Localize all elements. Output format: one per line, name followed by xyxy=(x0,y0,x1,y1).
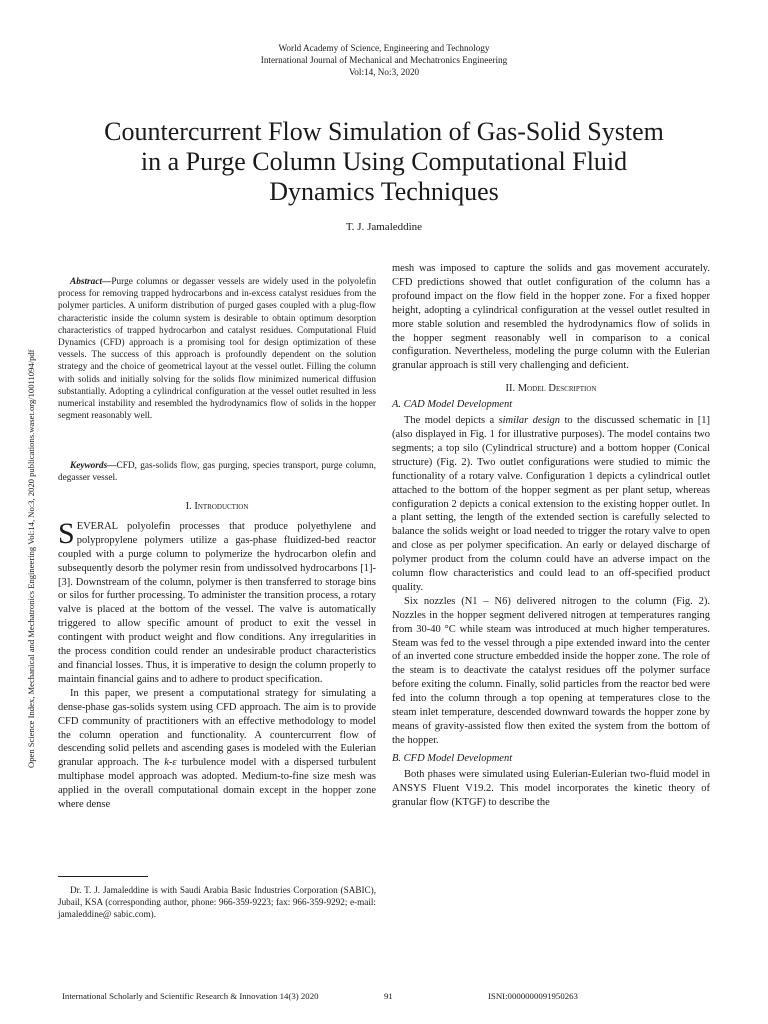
keywords-label: Keywords xyxy=(70,461,108,471)
footnote-rule xyxy=(58,876,148,877)
intro-paragraph-2 xyxy=(58,687,376,812)
abstract-label: Abstract xyxy=(70,277,103,287)
journal-header xyxy=(0,42,768,78)
introduction-section xyxy=(58,500,376,812)
right-column xyxy=(392,262,710,809)
intro-paragraph-1 xyxy=(58,516,376,687)
volume-info: Vol:14, No:3, 2020 xyxy=(348,67,420,77)
page-number: 91 xyxy=(384,991,393,1001)
publisher-name: World Academy of Science, Engineering and Technology xyxy=(278,43,490,53)
intro-heading: I. Introduction xyxy=(185,501,249,512)
pA1-text-b: to the discussed schematic in [1] (also displayed in Fig. 1 for illustrative purposes). The model contains two segments; a top silo (Cylindrical structure) and a bottom hopper (Conical structure) (Fig. 2). Two outlet configurations were studied to mimic the functionality of a rotary valve. Configuration 1 depicts a cylindrical outlet attached to the bottom of the hopper segment as per plant setup, whereas configuration 2 depicts a conical extension to the existing hopper outlet. In a plant setting, the length of the extended section is carefully selected to balance the solids weight or load needed to trigger the rotary valve to open and close as per polymer specification. An early or delayed discharge of polymer product from the column could have an adverse impact on the column flow characteristics and could lead to an off-specified product quality. xyxy=(392,415,710,593)
footnote xyxy=(58,884,376,920)
drop-cap: S xyxy=(58,516,75,550)
side-margin-text: Open Science Index, Mechanical and Mechatronics Engineering Vol:14, No:3, 2020 publications.waset.org/10011094/pdf xyxy=(26,349,36,768)
abstract xyxy=(58,276,376,422)
section-2-heading: II. Model Description xyxy=(505,383,597,395)
subsection-b-heading: B. CFD Model Development xyxy=(392,752,513,764)
right-paragraph-0: mesh was imposed to capture the solids and gas movement accurately. CFD predictions showed that outlet configuration of the column has a profound impact on the flow field in the hopper zone. For a fixed hopper height, adopting a cylindrical configuration at the vessel outlet resulted in more stable solution and resembled the hydrodynamics flow of solids in the hopper segment reasonably well in comparison to a conical configuration. Nevertheless, modeling the purge column with the Eulerian granular approach is still very challenging and deficient. xyxy=(392,263,710,372)
intro-p1-text: EVERAL polyolefin processes that produce polyethylene and polypropylene polymers utilize a gas-phase fluidized-bed reactor coupled with a purge column to polymerize the hydrocarbon olefin and subsequently desorb the polymer resin from undissolved hydrocarbons [1]-[3]. Downstream of the column, polymer is then transferred to storage bins or silos for further processing. To administer the transition process, a rotary valve is placed at the bottom of the vessel. The valve is automatically triggered to allow specific amount of product to exit the vessel in contingent with product weight and flow conditions. Any irregularities in the process condition could render an undesirable product characteristics and financial losses. Thus, it is imperative to design the column properly to maintain financial gains and to adhere to product specification. xyxy=(58,520,376,685)
keywords-text: CFD, gas-solids flow, gas purging, species transport, purge column, degasser vessel. xyxy=(58,461,376,484)
paper-title xyxy=(40,117,728,207)
keywords xyxy=(58,460,376,484)
abstract-text: Purge columns or degasser vessels are widely used in the polyolefin process for removing trapped hydrocarbons and in-excess catalyst residues from the polymer particles. A uniform distribution of purged gases coupled with a plug-flow characteristic inside the column system is desirable to obtain optimum desorption characteristics of trapped hydrocarbon and catalyst residues. Computational Fluid Dynamics (CFD) approach is a promising tool for design optimization of these vessels. The success of this approach is profoundly dependent on the solution strategy and the choice of geometrical layout at the vessel outlet. Filling the column with solids and initially solving for the solids flow minimized numerical diffusion substantially. Adopting a cylindrical configuration at the vessel outlet resulted in less numerical instability and resembled the hydrodynamics flow of solids in the hopper segment reasonably well. xyxy=(58,277,376,422)
title-line-3: Dynamics Techniques xyxy=(269,177,499,206)
intro-p2-text-b: turbulence model with a dispersed turbulent multiphase model approach was adopted. Medium-to-fine size mesh was applied in the overall computational domain except in the hopper zone where dense xyxy=(58,757,377,811)
footer-isni: ISNI:0000000091950263 xyxy=(488,991,578,1001)
footnote-text: Dr. T. J. Jamaleddine is with Saudi Arabia Basic Industries Corporation (SABIC), Jubail, KSA (corresponding author, phone: 966-359-9223; fax: 966-359-9292; e-mail: jamaleddine@ sabic.com). xyxy=(58,885,376,919)
subsection-a-paragraph-1 xyxy=(392,414,710,595)
abstract-dash: — xyxy=(102,277,112,287)
intro-p2-text-a: In this paper, we present a computational strategy for simulating a dense-phase gas-solids system using CFD approach. The aim is to provide CFD community of practitioners with an effective methodology to model the column operation and functionality. A countercurrent flow of descending solid pellets and ascending gases is modeled with the Eulerian granular approach. The xyxy=(58,687,376,769)
subsection-a-paragraph-2: Six nozzles (N1 – N6) delivered nitrogen to the column (Fig. 2). Nozzles in the hopper segment delivered nitrogen at temperatures ranging from 30-40 °C while steam was introduced at much higher temperatures. Steam was fed to the vessel through a pipe extended inward into the center of an inverted cone structure embedded inside the hopper zone. The role of the steam is to deactivate the catalyst residues off the polymer surface before exiting the column. Finally, solid particles from the reactor bed were fed into the column through a top opening at temperatures close to the steam inlet temperature, descended downward towards the hopper zone by means of gravity-assisted flow then exited the system from the bottom of the hopper. xyxy=(392,595,710,746)
author-name: T. J. Jamaleddine xyxy=(345,221,423,233)
subsection-a-heading: A. CAD Model Development xyxy=(392,399,513,411)
keywords-dash: — xyxy=(107,461,117,471)
subsection-b-paragraph-1: Both phases were simulated using Eulerian-Eulerian two-fluid model in ANSYS Fluent V19.2. This model incorporates the kinetic theory of granular flow (KTGF) to describe the xyxy=(392,768,710,808)
turbulence-model-name: k-ε xyxy=(164,757,177,769)
journal-name: International Journal of Mechanical and Mechatronics Engineering xyxy=(260,55,508,65)
pA1-emphasis: similar design xyxy=(498,415,561,427)
footer-publication: International Scholarly and Scientific Research & Innovation 14(3) 2020 xyxy=(62,991,319,1001)
pA1-text-a: The model depicts a xyxy=(404,415,499,427)
title-line-2: in a Purge Column Using Computational Fluid xyxy=(140,147,628,176)
title-line-1: Countercurrent Flow Simulation of Gas-Solid System xyxy=(104,117,664,146)
